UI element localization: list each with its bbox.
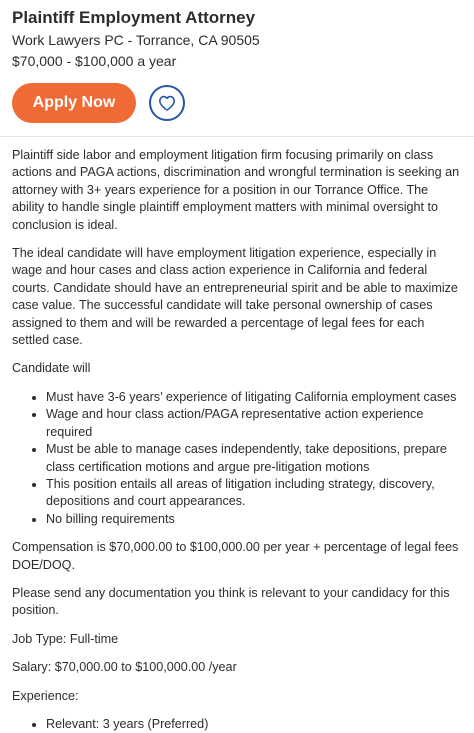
job-type-text: Job Type: Full-time: [12, 631, 119, 646]
save-job-button[interactable]: [149, 85, 185, 121]
requirements-list: [12, 389, 462, 528]
list-item: • Relevant: 3 years (Preferred): [46, 716, 462, 733]
experience-label: Experience:: [12, 688, 79, 703]
salary-text: Salary: $70,000.00 to $100,000.00 /year: [12, 660, 237, 675]
heart-icon: [158, 95, 176, 111]
description-paragraph: The ideal candidate will have employment litigation experience, especially in wage and hour cases and class action experience in California and federal courts. Candidate should have an entrepreneurial spirit and be able to maximize case value. The successful candidate will take personal ownership of cases assigned to them and will be rewarded a percentage of legal fees for each settled case.: [12, 246, 458, 348]
company-location: Work Lawyers PC - Torrance, CA 90505: [12, 32, 260, 48]
list-item: • This position entails all areas of litigation including strategy, discovery, depositions and court appearances.: [46, 476, 462, 511]
job-title: Plaintiff Employment Attorney: [12, 8, 256, 27]
job-header: [0, 0, 474, 123]
list-item: • Must be able to manage cases independently, take depositions, prepare class certification motions and argue pre-litigation motions: [46, 441, 462, 476]
candidate-intro: Candidate will: [12, 361, 91, 376]
list-item: • Wage and hour class action/PAGA representative action experience required: [46, 406, 462, 441]
description-paragraph: Plaintiff side labor and employment litigation firm focusing primarily on class actions and PAGA actions, discrimination and wrongful termination is seeking an attorney with 3+ years experience for a position in our Torrance Office. The ability to handle single plaintiff employment matters with minimal oversight to conclusion is ideal.: [12, 148, 460, 232]
apply-now-button[interactable]: Apply Now: [12, 83, 136, 123]
job-actions: [12, 83, 462, 123]
documentation-text: Please send any documentation you think is relevant to your candidacy for this position.: [12, 585, 450, 618]
list-item: • No billing requirements: [46, 511, 462, 528]
experience-list: [12, 716, 462, 733]
job-description: [0, 137, 474, 733]
compensation-text: Compensation is $70,000.00 to $100,000.00 per year + percentage of legal fees DOE/DOQ.: [12, 540, 459, 572]
list-item: • Must have 3-6 years’ experience of litigating California employment cases: [46, 389, 462, 406]
salary-range: $70,000 - $100,000 a year: [12, 53, 177, 69]
